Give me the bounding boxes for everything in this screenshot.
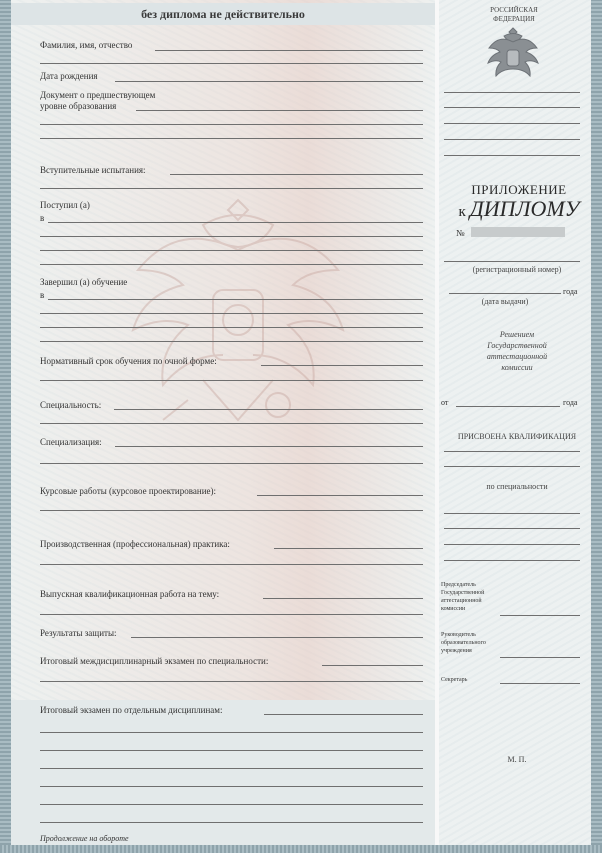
chairman-line-2: Государственной	[441, 590, 485, 596]
graduated-line-1[interactable]	[48, 299, 423, 300]
head-line-2: образовательного	[441, 640, 486, 646]
secretary-label: Секретарь	[441, 677, 468, 683]
coursework-line-1[interactable]	[257, 495, 423, 496]
right-line-1[interactable]	[444, 92, 580, 93]
continuation-note: Продолжение на обороте	[40, 834, 129, 843]
coursework-line-2[interactable]	[40, 510, 423, 511]
chairman-signature-line[interactable]	[500, 615, 580, 616]
issue-date-line[interactable]	[449, 293, 561, 294]
final-exam-line-7[interactable]	[40, 822, 423, 823]
normative-term-line-2[interactable]	[40, 380, 423, 381]
redacted-number	[471, 227, 565, 237]
decision-date-line[interactable]	[456, 406, 560, 407]
number-sign: №	[456, 228, 465, 238]
specialty-label: Специальность:	[40, 400, 102, 410]
specialty-right-line-3[interactable]	[444, 544, 580, 545]
invalid-without-diploma-banner	[11, 3, 435, 25]
banner-text: без диплома не действительно	[141, 6, 305, 21]
chairman-line-3: аттестационной	[441, 598, 482, 604]
stamp-place: М. П.	[507, 755, 527, 764]
specialty-line-2[interactable]	[40, 423, 423, 424]
chairman-line-1: Председатель	[441, 582, 476, 588]
final-exam-line-1[interactable]	[264, 714, 423, 715]
title-k: к	[458, 204, 466, 220]
right-line-2[interactable]	[444, 107, 580, 108]
issue-date-caption: (дата выдачи)	[481, 297, 529, 306]
defense-results-line[interactable]	[131, 637, 423, 638]
to-diploma-title	[444, 196, 594, 222]
enrolled-line-2[interactable]	[40, 236, 423, 237]
title-diploma: ДИПЛОМУ	[469, 196, 580, 221]
right-line-4[interactable]	[444, 139, 580, 140]
enrolled-line-1[interactable]	[48, 222, 423, 223]
left-border	[0, 0, 11, 853]
graduated-in-label: в	[40, 290, 45, 300]
bottom-border	[0, 845, 602, 853]
entrance-exams-line-2[interactable]	[40, 188, 423, 189]
final-exam-line-5[interactable]	[40, 786, 423, 787]
specialization-label: Специализация:	[40, 437, 102, 447]
right-border	[591, 0, 602, 853]
specialty-right-line-4[interactable]	[444, 560, 580, 561]
interdisciplinary-exam-line-1[interactable]	[322, 665, 423, 666]
enrolled-line-4[interactable]	[40, 264, 423, 265]
decision-line-3: аттестационной	[486, 352, 548, 361]
right-line-5[interactable]	[444, 155, 580, 156]
reg-number-caption: (регистрационный номер)	[472, 265, 562, 274]
right-line-3[interactable]	[444, 123, 580, 124]
specialization-line-2[interactable]	[40, 463, 423, 464]
qualification-line-1[interactable]	[444, 451, 580, 452]
secretary-signature-line[interactable]	[500, 683, 580, 684]
decision-line-2: Государственной	[487, 341, 547, 350]
enrolled-line-3[interactable]	[40, 250, 423, 251]
qualification-line-2[interactable]	[444, 466, 580, 467]
coat-of-arms-icon	[486, 26, 540, 82]
prev-doc-label-2: уровне образования	[40, 101, 117, 111]
practice-line-2[interactable]	[40, 564, 423, 565]
year-label-2: года	[563, 398, 578, 407]
graduated-line-2[interactable]	[40, 313, 423, 314]
prev-doc-label-1: Документ о предшествующем	[40, 90, 156, 100]
specialty-line-1[interactable]	[114, 409, 423, 410]
decision-line-1: Решением	[499, 330, 535, 339]
entrance-exams-label: Вступительные испытания:	[40, 165, 146, 175]
final-exam-line-4[interactable]	[40, 768, 423, 769]
graduated-line-4[interactable]	[40, 341, 423, 342]
final-exam-line-3[interactable]	[40, 750, 423, 751]
reg-number-line[interactable]	[444, 261, 580, 262]
graduated-label: Завершил (а) обучение	[40, 277, 128, 287]
fio-label: Фамилия, имя, отчество	[40, 40, 133, 50]
head-line-1: Руководитель	[441, 632, 476, 638]
interdisciplinary-exam-label: Итоговый междисциплинарный экзамен по специальности:	[40, 656, 269, 666]
qualification-heading: ПРИСВОЕНА КВАЛИФИКАЦИЯ	[457, 432, 577, 441]
defense-results-label: Результаты защиты:	[40, 628, 117, 638]
final-exam-disciplines-label: Итоговый экзамен по отдельным дисциплинам:	[40, 705, 223, 715]
prev-doc-line-1[interactable]	[136, 110, 423, 111]
graduated-line-3[interactable]	[40, 327, 423, 328]
normative-term-line-1[interactable]	[261, 365, 423, 366]
from-label: от	[441, 398, 449, 407]
enrolled-in-label: в	[40, 213, 45, 223]
entrance-exams-line-1[interactable]	[170, 174, 423, 175]
decision-line-4: комиссии	[501, 363, 533, 372]
birth-date-label: Дата рождения	[40, 71, 98, 81]
final-exam-line-6[interactable]	[40, 804, 423, 805]
country-line-1: РОССИЙСКАЯ	[490, 6, 538, 14]
chairman-line-4: комиссии	[441, 606, 466, 612]
prev-doc-line-2[interactable]	[40, 124, 423, 125]
normative-term-label: Нормативный срок обучения по очной форме:	[40, 356, 217, 366]
prev-doc-line-3[interactable]	[40, 138, 423, 139]
head-signature-line[interactable]	[500, 657, 580, 658]
interdisciplinary-exam-line-2[interactable]	[40, 681, 423, 682]
birth-date-line[interactable]	[115, 81, 423, 82]
final-exam-line-2[interactable]	[40, 732, 423, 733]
country-line-2: ФЕДЕРАЦИЯ	[493, 15, 535, 23]
supplement-title: ПРИЛОЖЕНИЕ	[471, 182, 567, 197]
year-label-1: года	[563, 287, 578, 296]
enrolled-label: Поступил (а)	[40, 200, 90, 210]
right-column	[439, 0, 591, 845]
specialization-line-1[interactable]	[115, 446, 423, 447]
practice-label: Производственная (профессиональная) практика:	[40, 539, 230, 549]
specialty-right-line-1[interactable]	[444, 513, 580, 514]
practice-line-1[interactable]	[274, 548, 423, 549]
thesis-label: Выпускная квалификационная работа на тему:	[40, 589, 220, 599]
thesis-line-1[interactable]	[263, 598, 423, 599]
double-headed-eagle-watermark-icon	[118, 180, 358, 440]
specialty-right-line-2[interactable]	[444, 528, 580, 529]
by-specialty-label: по специальности	[486, 482, 548, 491]
coursework-label: Курсовые работы (курсовое проектирование):	[40, 486, 217, 496]
lower-section-band	[11, 700, 435, 845]
fio-line-1[interactable]	[155, 50, 423, 51]
fio-line-2[interactable]	[40, 63, 423, 64]
thesis-line-2[interactable]	[40, 614, 423, 615]
head-line-3: учреждения	[441, 648, 472, 654]
